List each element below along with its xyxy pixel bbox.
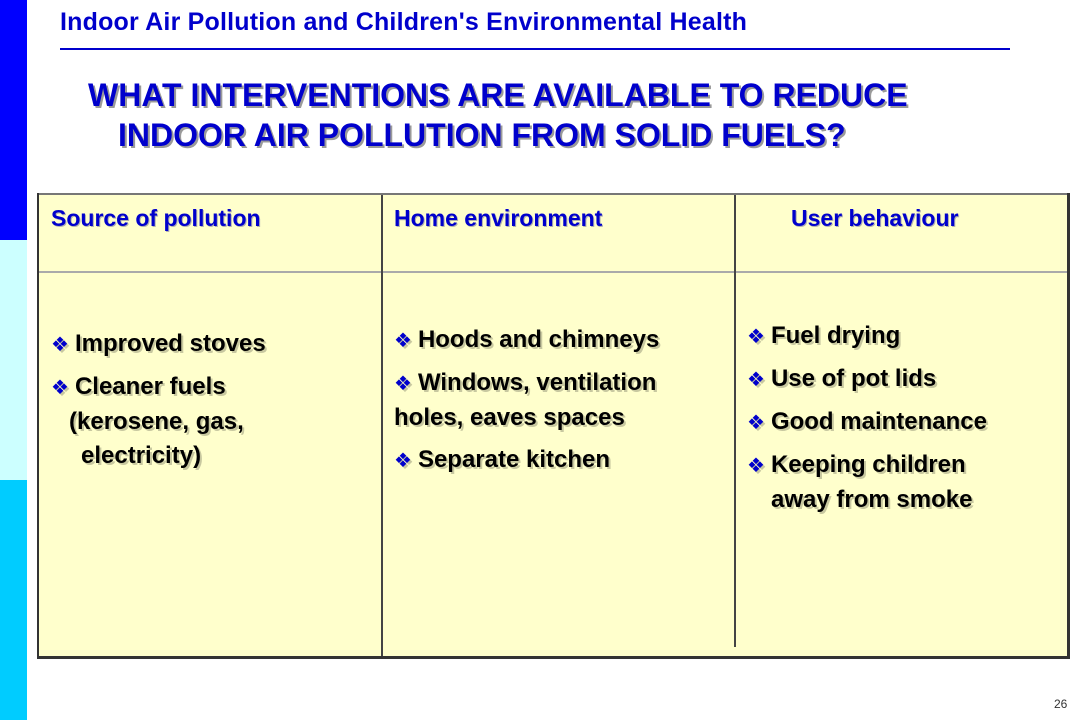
- user-item-1: Fuel drying: [770, 322, 901, 349]
- list-item: [747, 448, 1067, 517]
- source-item-2: Cleaner fuels: [74, 373, 226, 400]
- interventions-table: [37, 193, 1070, 659]
- list-item: [747, 405, 1067, 440]
- slide-header: Indoor Air Pollution and Children's Environmental Health: [60, 8, 748, 36]
- list-item: [394, 443, 724, 478]
- diamond-bullet-icon: ❖: [394, 450, 412, 472]
- column-divider-1: [381, 195, 383, 656]
- diamond-bullet-icon: ❖: [747, 326, 765, 348]
- side-bar-light-cyan: [0, 240, 27, 480]
- table-bottom-border: [37, 656, 1070, 659]
- header-divider: [60, 48, 1010, 50]
- column-header-user: User behaviour: [791, 205, 959, 231]
- list-item: [747, 362, 1067, 397]
- user-item-4: Keeping children: [770, 451, 966, 478]
- diamond-bullet-icon: ❖: [747, 369, 765, 391]
- slide-title: [60, 75, 1070, 155]
- side-bar-cyan: [0, 480, 27, 720]
- source-cell: [51, 327, 371, 481]
- table-left-border: [37, 193, 39, 659]
- table-right-border: [1067, 193, 1070, 659]
- home-item-3: Separate kitchen: [417, 446, 611, 473]
- table-header-divider: [37, 271, 1070, 273]
- source-item-2-cont-2: electricity): [81, 442, 202, 469]
- home-item-2: Windows, ventilation holes, eaves spaces: [394, 369, 657, 431]
- title-line-1: WHAT INTERVENTIONS ARE AVAILABLE TO REDUCE: [88, 77, 908, 113]
- diamond-bullet-icon: ❖: [394, 373, 412, 395]
- diamond-bullet-icon: ❖: [394, 330, 412, 352]
- user-item-2: Use of pot lids: [770, 365, 937, 392]
- home-item-1: Hoods and chimneys: [417, 326, 660, 353]
- list-item: [394, 366, 724, 435]
- source-item-2-cont-1: (kerosene, gas,: [69, 408, 244, 435]
- side-bar-blue: [0, 0, 27, 240]
- home-cell: [394, 323, 724, 486]
- diamond-bullet-icon: ❖: [51, 377, 69, 399]
- diamond-bullet-icon: ❖: [747, 455, 765, 477]
- page-number: 26: [1054, 697, 1068, 711]
- user-item-3: Good maintenance: [770, 408, 987, 435]
- user-cell: [747, 319, 1067, 525]
- list-item: [394, 323, 724, 358]
- column-divider-2: [734, 195, 736, 647]
- table-top-border: [37, 193, 1070, 195]
- diamond-bullet-icon: ❖: [747, 412, 765, 434]
- list-item: [747, 319, 1067, 354]
- source-item-1: Improved stoves: [74, 330, 266, 357]
- column-header-home: Home environment: [394, 205, 603, 231]
- list-item: [51, 370, 371, 473]
- diamond-bullet-icon: ❖: [51, 334, 69, 356]
- list-item: [51, 327, 371, 362]
- column-header-source: Source of pollution: [51, 205, 261, 231]
- user-item-4-cont: away from smoke: [771, 486, 973, 513]
- title-line-2: INDOOR AIR POLLUTION FROM SOLID FUELS?: [118, 117, 846, 153]
